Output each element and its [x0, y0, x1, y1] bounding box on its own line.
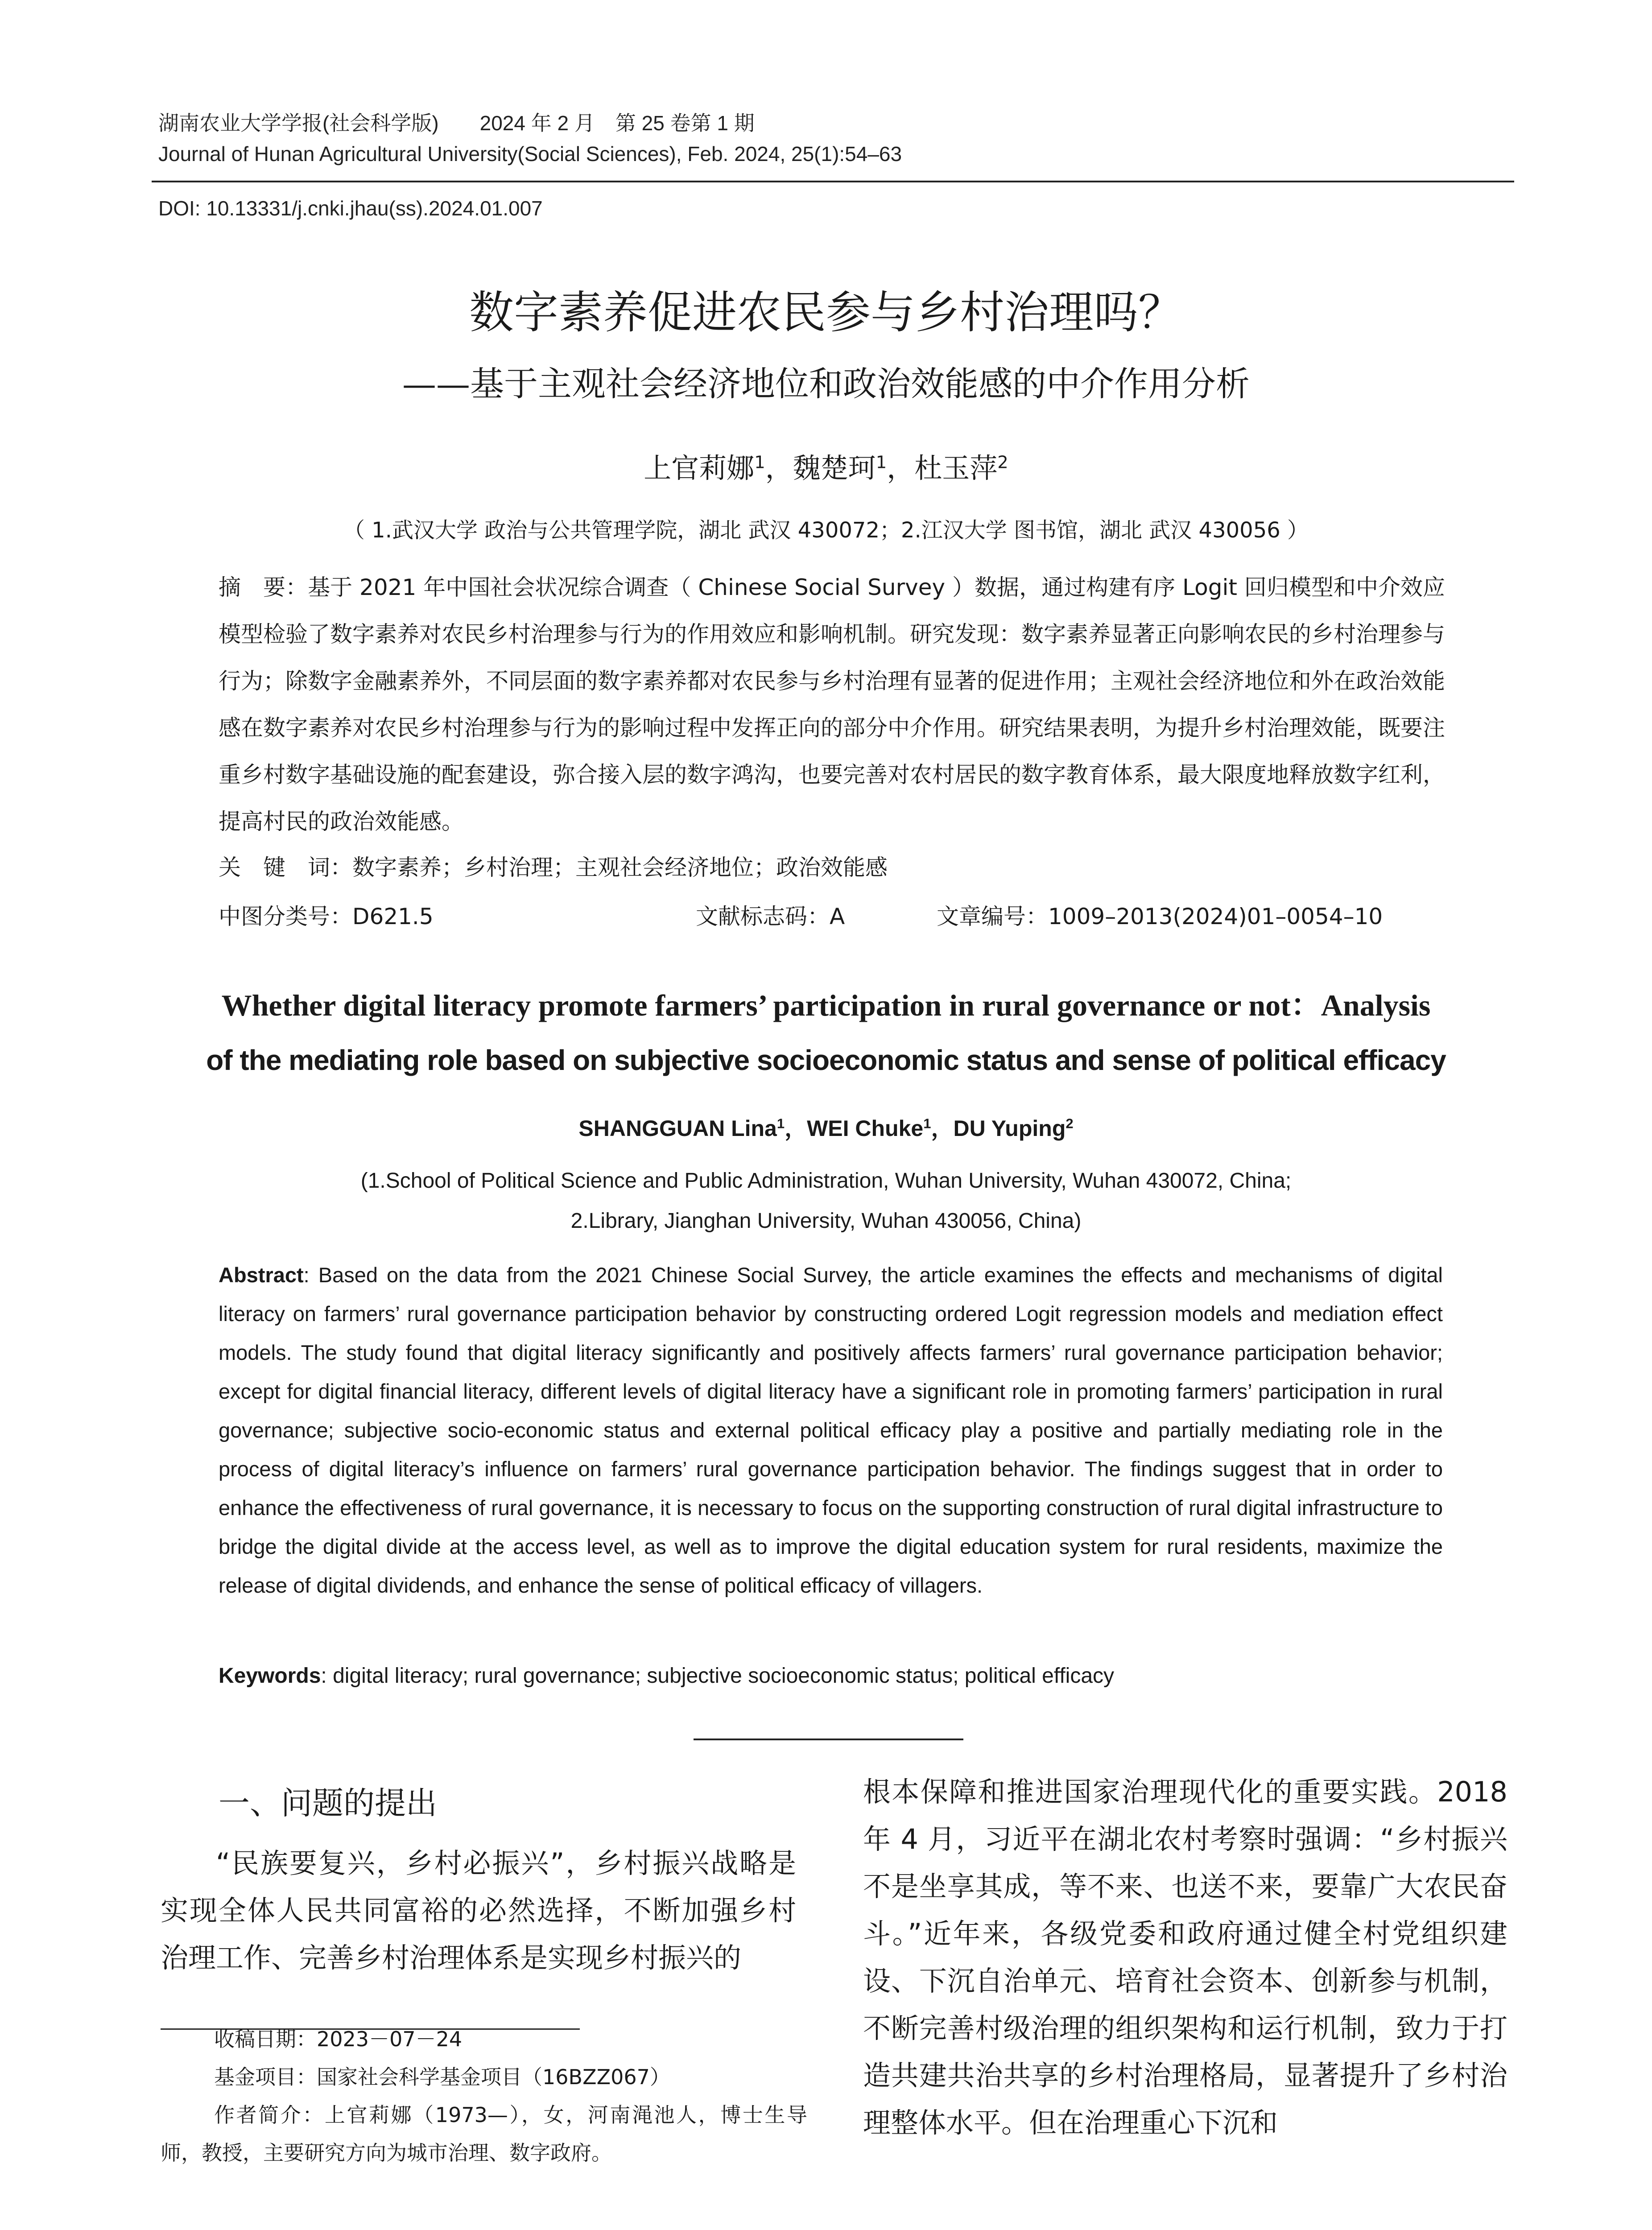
abstract-en-label: Abstract: [219, 1263, 304, 1287]
author-en-sep: ，: [931, 1116, 954, 1141]
fund-label: 基金项目：: [214, 2065, 317, 2089]
document-code: [696, 899, 845, 931]
clc-number: [219, 899, 434, 931]
author-1-en: SHANGGUAN Lina: [578, 1116, 777, 1141]
author-2-sup: 1: [876, 452, 887, 473]
bio-label: 作者简介：: [214, 2103, 325, 2127]
bio-value: 上官莉娜（1973—），女，河南渑池人，博士生导师，教授，主要研究方向为城市治理、数字政府。: [161, 2103, 807, 2165]
fund-value: 国家社会科学基金项目（16BZZ067）: [317, 2065, 670, 2089]
keywords-zh-text: 数字素养；乡村治理；主观社会经济地位；政治效能感: [352, 855, 888, 880]
clc-value: D621.5: [352, 904, 434, 929]
body-left-column: “民族要复兴，乡村必振兴”，乡村振兴战略是实现全体人民共同富裕的必然选择，不断加强乡村治理工作、完善乡村治理体系是实现乡村振兴的: [161, 1847, 796, 1974]
keywords-en: [219, 1664, 1114, 1688]
abstract-en: [219, 1255, 1443, 1605]
body-right-column: 根本保障和推进国家治理现代化的重要实践。2018 年 4 月，习近平在湖北农村考察时强调：“乡村振兴不是坐享其成，等不来、也送不来，要靠广大农民奋斗。”近年来，各级党委和政府通过健全村党组织建设、下沉自治单元、培育社会资本、创新参与机制，不断完善村级治理的组织架构和运行机制，致力于打造共建共治共享的乡村治理格局，显著提升了乡村治理整体水平。但在治理重心下沉和: [863, 1776, 1507, 2139]
header-rule: [152, 181, 1514, 182]
keywords-en-label: Keywords: [219, 1664, 321, 1688]
title-en-line-1: Whether digital literacy promote farmers’ participation in rural governance or not：Analysis: [221, 988, 1431, 1022]
title-zh: 数字素养促进农民参与乡村治理吗？: [469, 286, 1183, 339]
author-3-en: DU Yuping: [953, 1116, 1066, 1141]
author-2-zh: 魏楚珂: [793, 452, 876, 484]
author-en-sep: ，: [785, 1116, 807, 1141]
author-bio: [161, 2096, 807, 2172]
footnotes: [161, 2020, 807, 2172]
author-1-sup: 1: [754, 452, 765, 473]
author-3-en-sup: 2: [1066, 1115, 1074, 1132]
affiliation-zh: （ 1.武汉大学 政治与公共管理学院，湖北 武汉 430072；2.江汉大学 图书馆，湖北 武汉 430056 ）: [343, 518, 1309, 543]
keywords-zh: [219, 850, 888, 882]
abstract-zh-text: 基于 2021 年中国社会状况综合调查（ Chinese Social Survey ）数据，通过构建有序 Logit 回归模型和中介效应模型检验了数字素养对农民乡村治理参与行为的作用效应和影响机制。研究发现：数字素养显著正向影响农民的乡村治理参与行为；除数字金融素养外，不同层面的数字素养都对农民参与乡村治理有显著的促进作用；主观社会经济地位和外在政治效能感在数字素养对农民乡村治理参与行为的影响过程中发挥正向的部分中介作用。研究结果表明，为提升乡村治理效能，既要注重乡村数字基础设施的配套建设，弥合接入层的数字鸿沟，也要完善对农村居民的数字教育体系，最大限度地释放数字红利，提高村民的政治效能感。: [219, 574, 1446, 834]
fund-project: [161, 2058, 807, 2096]
author-2-en-sup: 1: [923, 1115, 931, 1132]
keywords-en-text: : digital literacy; rural governance; subjective socioeconomic status; political efficacy: [321, 1664, 1115, 1688]
received-value: 2023－07－24: [317, 2027, 463, 2051]
journal-header-zh: 湖南农业大学学报(社会科学版) 2024 年 2 月 第 25 卷第 1 期: [158, 112, 755, 135]
keywords-zh-label: 关 键 词：: [219, 855, 352, 880]
received-date: [161, 2020, 807, 2058]
article-number: [937, 899, 1383, 931]
doi: DOI: 10.13331/j.cnki.jhau(ss).2024.01.007: [158, 197, 543, 220]
section-divider: [694, 1739, 963, 1740]
affiliation-en-line-1: (1.School of Political Science and Public Administration, Wuhan University, Wuhan 430072, China;: [360, 1169, 1292, 1193]
author-sep: ，: [765, 452, 793, 484]
abstract-zh: [219, 564, 1445, 845]
doc-label: 文献标志码：: [696, 904, 830, 929]
abstract-zh-label: 摘 要：: [219, 574, 308, 600]
title-en-line-2: of the mediating role based on subjective socioeconomic status and sense of political efficacy: [206, 1044, 1446, 1076]
section-heading: 一、问题的提出: [219, 1785, 437, 1821]
article-label: 文章编号：: [937, 904, 1048, 929]
subtitle-zh: ——基于主观社会经济地位和政治效能感的中介作用分析: [402, 364, 1250, 404]
author-2-en: WEI Chuke: [807, 1116, 924, 1141]
author-1-zh: 上官莉娜: [644, 452, 755, 484]
authors-en: [0, 1111, 1652, 1143]
author-3-zh: 杜玉萍: [914, 452, 998, 484]
doc-value: A: [830, 904, 845, 929]
received-label: 收稿日期：: [214, 2027, 317, 2051]
author-1-en-sup: 1: [776, 1115, 785, 1132]
authors-zh: [0, 446, 1652, 486]
affiliation-en-line-2: 2.Library, Jianghan University, Wuhan 430056, China): [570, 1209, 1082, 1233]
journal-header-en: Journal of Hunan Agricultural University(Social Sciences), Feb. 2024, 25(1):54–63: [158, 142, 902, 165]
author-sep: ，: [887, 452, 915, 484]
clc-label: 中图分类号：: [219, 904, 352, 929]
article-value: 1009–2013(2024)01–0054–10: [1048, 904, 1383, 929]
abstract-en-text: : Based on the data from the 2021 Chinese Social Survey, the article examines the effects and mechanisms of digital literacy on farmers’ rural governance participation behavior by constructing ordered Logit regression models and mediation effect models. The study found that digital literacy significantly and positively affects farmers’ rural governance participation behavior; except for digital financial literacy, different levels of digital literacy have a significant role in promoting farmers’ participation in rural governance; subjective socio-economic status and external political efficacy play a positive and partially mediating role in the process of digital literacy’s influence on farmers’ rural governance participation behavior. The findings suggest that in order to enhance the effectiveness of rural governance, it is necessary to focus on the supporting construction of rural digital infrastructure to bridge the digital divide at the access level, as well as to improve the digital education system for rural residents, maximize the release of digital dividends, and enhance the sense of political efficacy of villagers.: [219, 1263, 1443, 1597]
author-3-sup: 2: [997, 452, 1008, 473]
